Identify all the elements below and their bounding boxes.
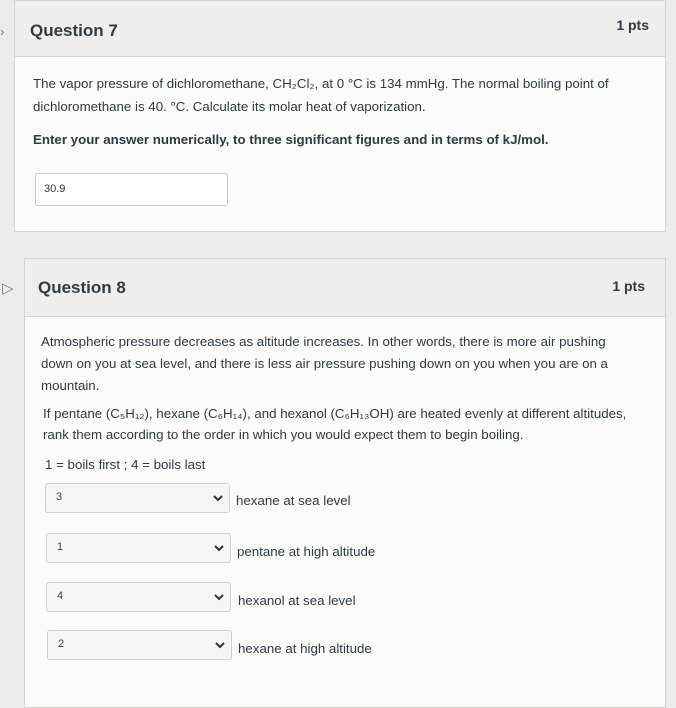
question-7-points: 1 pts (616, 17, 649, 33)
rank-select[interactable] (46, 533, 231, 563)
question-8-para-1-line-3: mountain. (41, 378, 100, 393)
question-8-points: 1 pts (612, 278, 645, 294)
question-7-card (14, 0, 666, 232)
question-8-scale: 1 = boils first ; 4 = boils last (45, 457, 206, 472)
question-7-title: Question 7 (30, 21, 118, 40)
question-7-text-line-1: The vapor pressure of dichloromethane, CH₂Cl₂, at 0 °C is 134 mmHg. The normal boiling point of (33, 76, 609, 91)
rank-select-value: 4 (57, 590, 64, 602)
rank-select[interactable] (46, 582, 231, 612)
chevron-down-icon (213, 591, 225, 603)
question-8-title: Question 8 (38, 278, 126, 297)
chevron-down-icon (213, 542, 225, 554)
option-label: hexane at sea level (236, 493, 351, 508)
chevron-down-icon (214, 639, 226, 651)
question-8-card (24, 258, 666, 708)
question-8-para-1-line-1: Atmospheric pressure decreases as altitude increases. In other words, there is more air pushing (41, 334, 606, 349)
rank-select-value: 2 (58, 638, 65, 650)
chevron-down-icon (212, 492, 224, 504)
option-label: hexanol at sea level (238, 593, 356, 608)
rank-select[interactable] (47, 630, 232, 660)
option-label: pentane at high altitude (237, 544, 376, 559)
rank-select-value: 3 (56, 491, 63, 503)
answer-input[interactable]: 30.9 (35, 173, 228, 206)
question-8-para-2-line-1: If pentane (C₅H₁₂), hexane (C₆H₁₄), and hexanol (C₆H₁₃OH) are heated evenly at different altitudes, (43, 406, 627, 421)
collapse-arrow-icon: › (0, 24, 5, 39)
question-8-para-1-line-2: down on you at sea level, and there is less air pressure pushing down on you when you are on a (41, 356, 608, 371)
rank-select[interactable] (45, 483, 230, 513)
question-7-text-line-2: dichloromethane is 40. °C. Calculate its molar heat of vaporization. (33, 99, 426, 114)
question-8-para-2-line-2: rank them according to the order in which you would expect them to begin boiling. (43, 427, 524, 442)
option-label: hexane at high altitude (238, 641, 372, 656)
question-7-instruction: Enter your answer numerically, to three significant figures and in terms of kJ/mol. (33, 132, 549, 147)
question-8-header (25, 259, 665, 317)
collapse-arrow-icon: ▷ (2, 280, 14, 297)
rank-select-value: 1 (57, 541, 64, 553)
question-7-header (15, 1, 665, 57)
